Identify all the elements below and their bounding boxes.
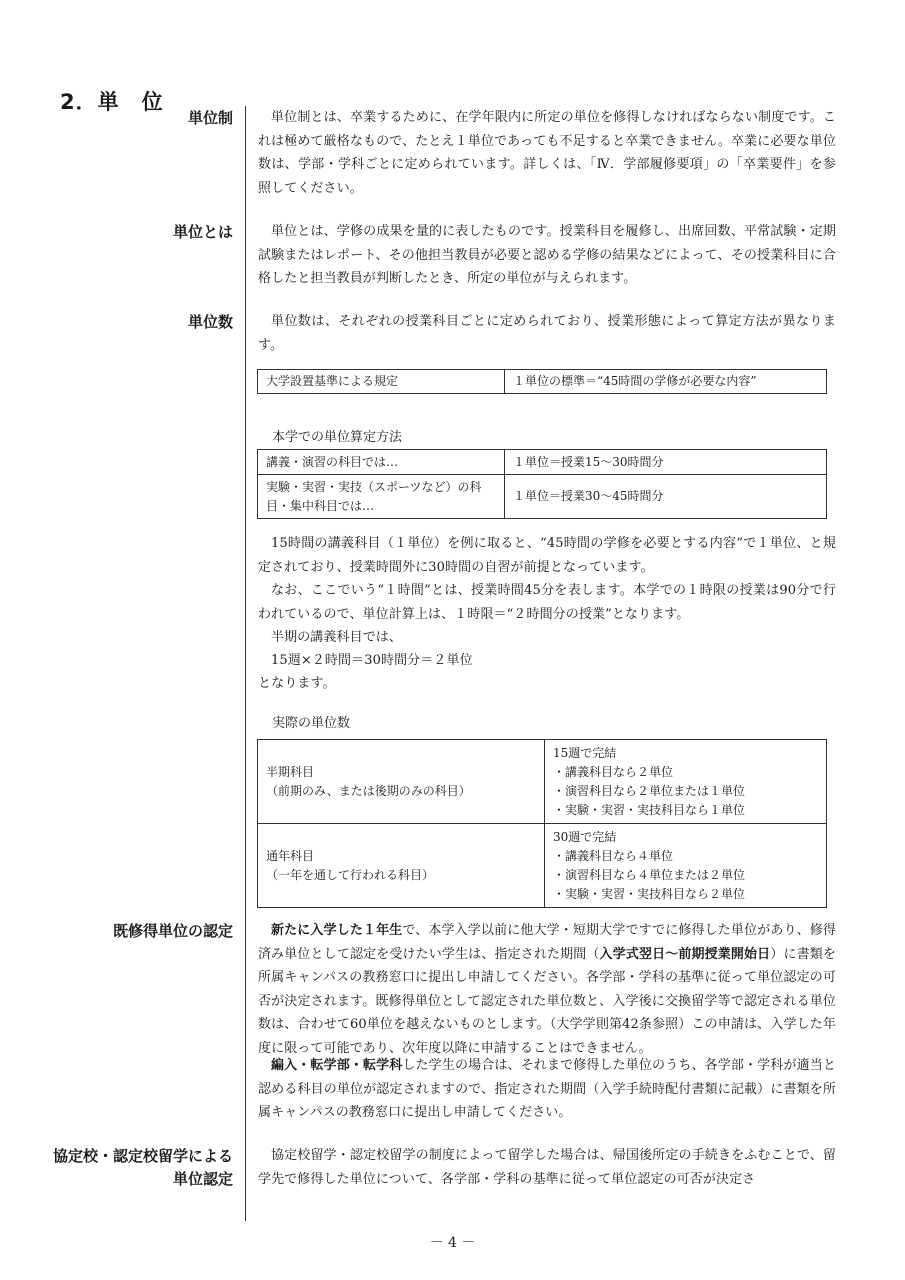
kishutoku-text-c: した学生の場合は、それまで修得した単位のうち、各学部・学科が適当と認める科目の単位が認定されますので、指定された期間（入学手続時配付書類に記載）に書類を所属キャンパスの教務窓口に提出し申請してください。 <box>258 1058 836 1121</box>
method-table <box>257 449 827 519</box>
method-row1-right: １単位＝授業15～30時間分 <box>505 450 827 475</box>
para-conclusion: となります。 <box>258 676 336 691</box>
actual-row1-left <box>258 740 545 824</box>
actual-row2-line: ・講義科目なら４単位 <box>553 848 674 863</box>
actual-row1-sub: （前期のみ、または後期のみの科目） <box>266 783 471 798</box>
kishutoku-text-b: ）に書類を所属キャンパスの教務窓口に提出し申請してください。各学部・学科の基準に従って単位認定の可否が決定されます。既修得単位として認定された単位数と、入学後に交換留学等で認定される単位数は、合わせて60単位を越えないものとします。（大学学則第42条参照）この申請は、入学した年度に限って可能であり、次年度以降に申請することはできません。 <box>258 946 836 1056</box>
bold-period: 入学式翌日～前期授業開始日 <box>599 946 771 962</box>
actual-row2-line: ・実験・実習・実技科目なら２単位 <box>553 886 746 901</box>
actual-row2-title: 通年科目 <box>266 848 315 863</box>
vertical-rule <box>245 106 246 1221</box>
para-half-year: 半期の講義科目では、 <box>271 630 403 645</box>
table-row <box>258 740 827 824</box>
actual-caption: 実際の単位数 <box>272 716 351 731</box>
label-kyoteiko-line1: 協定校・認定校留学による <box>52 1147 233 1165</box>
table-row <box>258 450 827 475</box>
table-row <box>258 370 827 394</box>
standard-left: 大学設置基準による規定 <box>258 370 505 394</box>
text-tan-i-sei: 単位制とは、卒業するために、在学年限内に所定の単位を修得しなければならない制度です。これは極めて厳格なもので、たとえ１単位であっても不足すると卒業できません。卒業に必要な単位数は、学部・学科ごとに定められています。詳しくは、「Ⅳ．学部履修要項」の「卒業要件」を参照してください。 <box>258 110 836 196</box>
label-kyoteiko-line2: 単位認定 <box>172 1170 233 1188</box>
actual-table <box>257 739 827 908</box>
para-formula: 15週×２時間＝30時間分＝２単位 <box>271 653 473 668</box>
label-kyoteiko <box>53 1145 233 1191</box>
table-row <box>258 824 827 908</box>
standard-right: １単位の標準＝“45時間の学修が必要な内容” <box>505 370 827 394</box>
method-caption: 本学での単位算定方法 <box>272 430 403 445</box>
label-tan-i-sei: 単位制 <box>187 109 233 127</box>
actual-row1-title: 半期科目 <box>266 764 315 779</box>
bold-transfer: 編入・転学部・転学科 <box>271 1058 403 1073</box>
para-example: 15時間の講義科目（１単位）を例に取ると、“45時間の学修を必要とする内容”で１単位、と規定されており、授業時間外に30時間の自習が前提となっています。 <box>258 536 836 575</box>
actual-row1-line: ・実験・実習・実技科目なら１単位 <box>553 802 746 817</box>
section-heading: 2．単 位 <box>60 90 164 114</box>
para-one-hour: なお、ここでいう“１時間”とは、授業時間45分を表します。本学での１時限の授業は90分で行われているので、単位計算上は、１時限＝“２時間分の授業”となります。 <box>258 583 836 622</box>
text-tan-i-towa: 単位とは、学修の成果を量的に表したものです。授業科目を履修し、出席回数、平常試験・定期試験またはレポート、その他担当教員が必要と認める学修の結果などによって、その授業科目に合格したと担当教員が判断したとき、所定の単位が与えられます。 <box>258 224 836 287</box>
actual-row2-right <box>545 824 827 908</box>
actual-row1-line: ・講義科目なら２単位 <box>553 764 674 779</box>
actual-row1-line: ・演習科目なら２単位または１単位 <box>553 783 746 798</box>
label-tan-i-towa: 単位とは <box>172 223 233 241</box>
label-tan-i-su: 単位数 <box>187 313 233 331</box>
text-tan-i-su: 単位数は、それぞれの授業科目ごとに定められており、授業形態によって算定方法が異なります。 <box>258 314 836 353</box>
text-kyoteiko: 協定校留学・認定校留学の制度によって留学した場合は、帰国後所定の手続きをふむことで、留学先で修得した単位について、各学部・学科の基準に従って単位認定の可否が決定さ <box>258 1148 836 1187</box>
page-number: － 4 － <box>429 1235 476 1251</box>
actual-row2-line: 30週で完結 <box>553 829 617 844</box>
method-row2-right: １単位＝授業30～45時間分 <box>505 475 827 519</box>
method-row1-left: 講義・演習の科目では… <box>258 450 505 475</box>
bold-new-students: 新たに入学した１年生 <box>271 923 403 938</box>
actual-row2-left <box>258 824 545 908</box>
table-row <box>258 475 827 519</box>
text-kishutoku-2 <box>258 1054 836 1125</box>
label-kishutoku: 既修得単位の認定 <box>112 922 233 940</box>
actual-row1-right <box>545 740 827 824</box>
actual-row2-sub: （一年を通して行われる科目） <box>266 867 435 882</box>
method-row2-left: 実験・実習・実技（スポーツなど）の科目・集中科目では… <box>258 475 505 519</box>
actual-row1-line: 15週で完結 <box>553 745 617 760</box>
kishutoku-text-a: で、本学入学以前に他大学・短期大学ですでに修得した単位があり、修得済み単位として認定を受けたい学生は、指定された期間（ <box>258 923 836 962</box>
text-kishutoku-1 <box>258 919 836 1061</box>
actual-row2-line: ・演習科目なら４単位または２単位 <box>553 867 746 882</box>
standard-table <box>257 369 827 394</box>
